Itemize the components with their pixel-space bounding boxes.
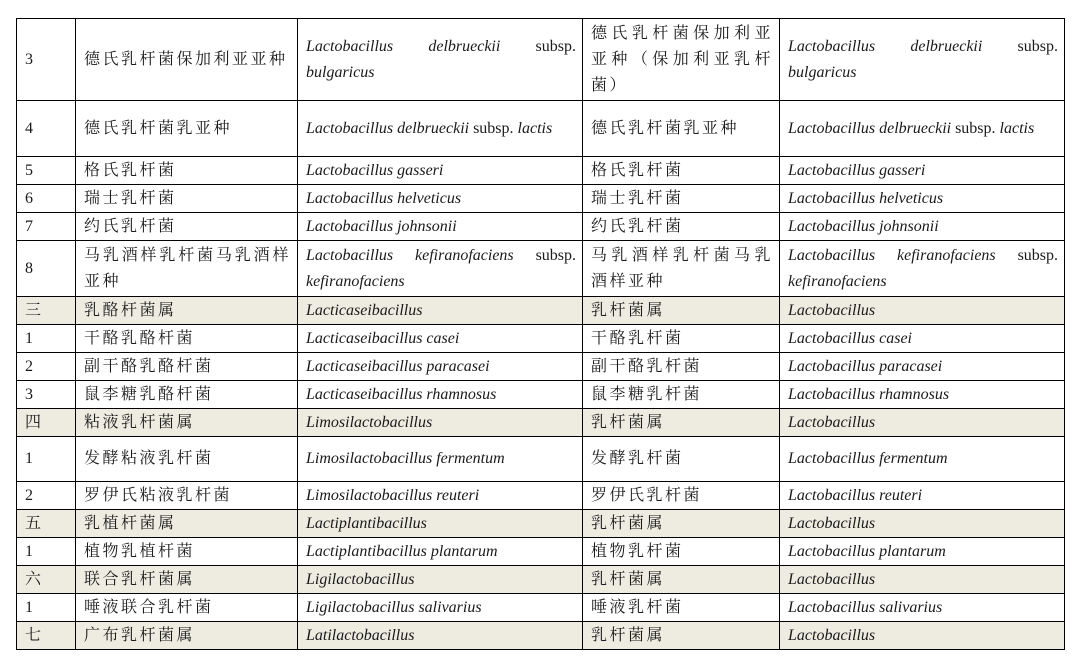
species-row [17, 213, 1065, 241]
new-latin-name-cell [298, 241, 583, 297]
row-number-cell [17, 566, 76, 594]
new-chinese-name: 乳酪杆菌属 [84, 301, 177, 319]
old-latin-name-cell [780, 19, 1065, 101]
new-chinese-name-cell [76, 381, 298, 409]
new-chinese-name-cell [76, 297, 298, 325]
row-number-cell [17, 594, 76, 622]
species-row [17, 325, 1065, 353]
latin-binomial: Lactobacillus [788, 570, 876, 588]
old-latin-name-cell [780, 353, 1065, 381]
row-number-cell [17, 353, 76, 381]
species-row [17, 185, 1065, 213]
old-chinese-name-cell [583, 381, 780, 409]
species-row [17, 19, 1065, 101]
new-chinese-name: 罗伊氏粘液乳杆菌 [84, 486, 233, 504]
latin-binomial: Lacticaseibacillus paracasei [306, 357, 490, 375]
row-number: 六 [25, 570, 42, 588]
row-number: 五 [25, 514, 42, 532]
old-latin-name-cell [780, 381, 1065, 409]
new-chinese-name-cell [76, 101, 298, 157]
species-row [17, 101, 1065, 157]
row-number-cell [17, 409, 76, 437]
latin-binomial: Lacticaseibacillus casei [306, 329, 460, 347]
old-chinese-name: 马乳酒样乳杆菌马乳酒样亚种 [591, 246, 773, 290]
row-number: 1 [25, 542, 33, 560]
latin-epithet: kefiranofaciens [306, 272, 405, 290]
new-latin-name-cell [298, 510, 583, 538]
row-number-cell [17, 297, 76, 325]
old-chinese-name: 德氏乳杆菌乳亚种 [591, 119, 740, 137]
old-chinese-name: 副干酪乳杆菌 [591, 357, 703, 375]
latin-binomial: Lactobacillus [788, 514, 876, 532]
species-row [17, 538, 1065, 566]
row-number-cell [17, 325, 76, 353]
latin-binomial: Lactobacillus fermentum [788, 450, 948, 467]
new-latin-name-cell [298, 101, 583, 157]
latin-binomial: Lactobacillus [788, 413, 876, 431]
new-chinese-name: 发酵粘液乳杆菌 [84, 450, 214, 467]
species-row [17, 241, 1065, 297]
new-chinese-name: 德氏乳杆菌保加利亚亚种 [84, 50, 288, 68]
latin-epithet: bulgaricus [306, 63, 375, 81]
new-latin-name-cell [298, 185, 583, 213]
old-latin-name-cell [780, 325, 1065, 353]
old-latin-name-cell [780, 185, 1065, 213]
old-latin-name-cell [780, 566, 1065, 594]
latin-binomial: Lactobacillus casei [788, 329, 912, 347]
new-chinese-name: 植物乳植杆菌 [84, 542, 196, 560]
latin-binomial: Lactobacillus gasseri [788, 161, 926, 179]
new-chinese-name: 鼠李糖乳酪杆菌 [84, 385, 214, 403]
latin-epithet: lactis [999, 119, 1035, 137]
old-latin-name-cell [780, 437, 1065, 482]
latin-binomial: Lactobacillus [788, 626, 876, 644]
old-latin-name-cell [780, 594, 1065, 622]
row-number-cell [17, 185, 76, 213]
new-latin-name-cell [298, 19, 583, 101]
row-number: 2 [25, 357, 33, 375]
row-number-cell [17, 381, 76, 409]
latin-binomial: Limosilactobacillus reuteri [306, 486, 480, 504]
latin-binomial: Ligilactobacillus salivarius [306, 598, 482, 616]
old-chinese-name-cell [583, 538, 780, 566]
old-chinese-name: 植物乳杆菌 [591, 542, 684, 560]
table-body [17, 19, 1065, 650]
new-chinese-name-cell [76, 409, 298, 437]
old-chinese-name: 乳杆菌属 [591, 570, 666, 588]
old-chinese-name-cell [583, 622, 780, 650]
latin-rank: subsp. [1017, 246, 1059, 264]
old-chinese-name-cell [583, 510, 780, 538]
new-latin-name-cell [298, 157, 583, 185]
new-chinese-name: 干酪乳酪杆菌 [84, 329, 196, 347]
latin-rank: subsp. [535, 246, 577, 264]
old-chinese-name: 唾液乳杆菌 [591, 598, 684, 616]
latin-binomial: Lactobacillus helveticus [788, 189, 944, 207]
row-number-cell [17, 19, 76, 101]
latin-binomial: Lactobacillus johnsonii [306, 217, 457, 235]
latin-binomial: Lactobacillus johnsonii [788, 217, 939, 235]
old-chinese-name: 鼠李糖乳杆菌 [591, 385, 703, 403]
new-chinese-name-cell [76, 538, 298, 566]
latin-binomial: Lactobacillus plantarum [788, 542, 946, 560]
row-number-cell [17, 437, 76, 482]
genus-row [17, 510, 1065, 538]
new-latin-name-cell [298, 566, 583, 594]
latin-rank: subsp. [473, 119, 514, 137]
new-latin-name-cell [298, 622, 583, 650]
old-latin-name-cell [780, 241, 1065, 297]
latin-binomial: Lactobacillus [788, 301, 876, 319]
latin-binomial: Lactobacillus gasseri [306, 161, 444, 179]
new-latin-name-cell [298, 482, 583, 510]
row-number: 7 [25, 217, 33, 235]
old-latin-name-cell [780, 510, 1065, 538]
row-number: 5 [25, 161, 33, 179]
old-chinese-name-cell [583, 353, 780, 381]
latin-binomial: Lactobacillus paracasei [788, 357, 943, 375]
old-latin-name-cell [780, 157, 1065, 185]
new-chinese-name-cell [76, 19, 298, 101]
row-number-cell [17, 213, 76, 241]
old-latin-name-cell [780, 101, 1065, 157]
genus-row [17, 622, 1065, 650]
species-row [17, 437, 1065, 482]
old-chinese-name: 乳杆菌属 [591, 626, 666, 644]
latin-binomial: Lacticaseibacillus rhamnosus [306, 385, 497, 403]
row-number-cell [17, 101, 76, 157]
old-chinese-name-cell [583, 482, 780, 510]
new-latin-name-cell [298, 297, 583, 325]
new-chinese-name: 广布乳杆菌属 [84, 626, 196, 644]
old-chinese-name-cell [583, 241, 780, 297]
old-chinese-name-cell [583, 213, 780, 241]
new-latin-name-cell [298, 538, 583, 566]
old-chinese-name-cell [583, 185, 780, 213]
row-number: 3 [25, 385, 33, 403]
old-chinese-name: 罗伊氏乳杆菌 [591, 486, 703, 504]
new-chinese-name: 马乳酒样乳杆菌马乳酒样亚种 [84, 246, 291, 290]
old-chinese-name-cell [583, 19, 780, 101]
latin-epithet: lactis [517, 119, 553, 137]
new-chinese-name: 唾液联合乳杆菌 [84, 598, 214, 616]
row-number-cell [17, 510, 76, 538]
old-latin-name-cell [780, 409, 1065, 437]
old-chinese-name: 发酵乳杆菌 [591, 450, 684, 467]
latin-binomial: Lactobacillus helveticus [306, 189, 462, 207]
row-number: 1 [25, 598, 33, 616]
species-name-table [16, 18, 1065, 650]
new-chinese-name-cell [76, 325, 298, 353]
old-chinese-name-cell [583, 325, 780, 353]
latin-binomial: Lactobacillus delbrueckii [788, 37, 983, 55]
row-number: 三 [25, 301, 42, 319]
new-chinese-name: 乳植杆菌属 [84, 514, 177, 532]
latin-binomial: Lactobacillus delbrueckii [306, 37, 501, 55]
old-chinese-name: 德氏乳杆菌保加利亚亚种（保加利亚乳杆菌） [591, 24, 773, 94]
latin-binomial: Lacticaseibacillus [306, 301, 423, 319]
latin-epithet: kefiranofaciens [788, 272, 887, 290]
old-chinese-name-cell [583, 594, 780, 622]
new-chinese-name: 粘液乳杆菌属 [84, 413, 196, 431]
old-latin-name-cell [780, 622, 1065, 650]
old-chinese-name: 乳杆菌属 [591, 301, 666, 319]
row-number-cell [17, 157, 76, 185]
species-row [17, 353, 1065, 381]
new-latin-name-cell [298, 409, 583, 437]
row-number: 七 [25, 626, 42, 644]
species-row [17, 482, 1065, 510]
new-chinese-name: 联合乳杆菌属 [84, 570, 196, 588]
row-number: 3 [25, 50, 33, 68]
row-number-cell [17, 241, 76, 297]
old-chinese-name-cell [583, 101, 780, 157]
row-number: 8 [25, 259, 33, 277]
new-chinese-name: 格氏乳杆菌 [84, 161, 177, 179]
new-latin-name-cell [298, 594, 583, 622]
old-chinese-name: 乳杆菌属 [591, 514, 666, 532]
new-chinese-name-cell [76, 437, 298, 482]
latin-binomial: Lactobacillus salivarius [788, 598, 943, 616]
new-chinese-name-cell [76, 510, 298, 538]
latin-binomial: Lactobacillus kefiranofaciens [306, 246, 514, 264]
new-chinese-name: 瑞士乳杆菌 [84, 189, 177, 207]
latin-binomial: Latilactobacillus [306, 626, 415, 644]
row-number-cell [17, 482, 76, 510]
row-number: 6 [25, 189, 33, 207]
new-latin-name-cell [298, 437, 583, 482]
latin-binomial: Lactiplantibacillus plantarum [306, 542, 498, 560]
old-latin-name-cell [780, 538, 1065, 566]
latin-binomial: Lactobacillus rhamnosus [788, 385, 950, 403]
row-number: 1 [25, 450, 33, 467]
new-chinese-name-cell [76, 482, 298, 510]
new-latin-name-cell [298, 213, 583, 241]
row-number: 四 [25, 413, 42, 431]
latin-rank: subsp. [955, 119, 996, 137]
old-chinese-name: 格氏乳杆菌 [591, 161, 684, 179]
genus-row [17, 566, 1065, 594]
genus-row [17, 409, 1065, 437]
latin-binomial: Lactobacillus kefiranofaciens [788, 246, 996, 264]
old-chinese-name-cell [583, 566, 780, 594]
old-latin-name-cell [780, 297, 1065, 325]
new-chinese-name-cell [76, 622, 298, 650]
old-chinese-name-cell [583, 437, 780, 482]
row-number: 4 [25, 119, 33, 137]
latin-binomial: Limosilactobacillus fermentum [306, 450, 505, 467]
latin-binomial: Lactobacillus delbrueckii [788, 119, 952, 137]
new-chinese-name-cell [76, 157, 298, 185]
old-chinese-name-cell [583, 297, 780, 325]
old-chinese-name: 干酪乳杆菌 [591, 329, 684, 347]
latin-binomial: Lactiplantibacillus [306, 514, 427, 532]
new-chinese-name-cell [76, 566, 298, 594]
species-row [17, 381, 1065, 409]
latin-rank: subsp. [535, 37, 576, 55]
new-chinese-name: 约氏乳杆菌 [84, 217, 177, 235]
latin-binomial: Lactobacillus reuteri [788, 486, 923, 504]
old-latin-name-cell [780, 213, 1065, 241]
genus-row [17, 297, 1065, 325]
new-latin-name-cell [298, 325, 583, 353]
new-latin-name-cell [298, 353, 583, 381]
old-latin-name-cell [780, 482, 1065, 510]
row-number: 1 [25, 329, 33, 347]
species-row [17, 594, 1065, 622]
row-number-cell [17, 538, 76, 566]
new-chinese-name-cell [76, 213, 298, 241]
latin-binomial: Lactobacillus delbrueckii [306, 119, 470, 137]
new-chinese-name-cell [76, 185, 298, 213]
latin-binomial: Limosilactobacillus [306, 413, 433, 431]
row-number: 2 [25, 486, 33, 504]
old-chinese-name: 瑞士乳杆菌 [591, 189, 684, 207]
new-chinese-name-cell [76, 594, 298, 622]
row-number-cell [17, 622, 76, 650]
old-chinese-name: 乳杆菌属 [591, 413, 666, 431]
new-chinese-name-cell [76, 353, 298, 381]
new-chinese-name: 德氏乳杆菌乳亚种 [84, 119, 233, 137]
latin-binomial: Ligilactobacillus [306, 570, 415, 588]
new-latin-name-cell [298, 381, 583, 409]
old-chinese-name-cell [583, 157, 780, 185]
new-chinese-name-cell [76, 241, 298, 297]
species-row [17, 157, 1065, 185]
latin-rank: subsp. [1017, 37, 1058, 55]
old-chinese-name: 约氏乳杆菌 [591, 217, 684, 235]
old-chinese-name-cell [583, 409, 780, 437]
latin-epithet: bulgaricus [788, 63, 857, 81]
new-chinese-name: 副干酪乳酪杆菌 [84, 357, 214, 375]
